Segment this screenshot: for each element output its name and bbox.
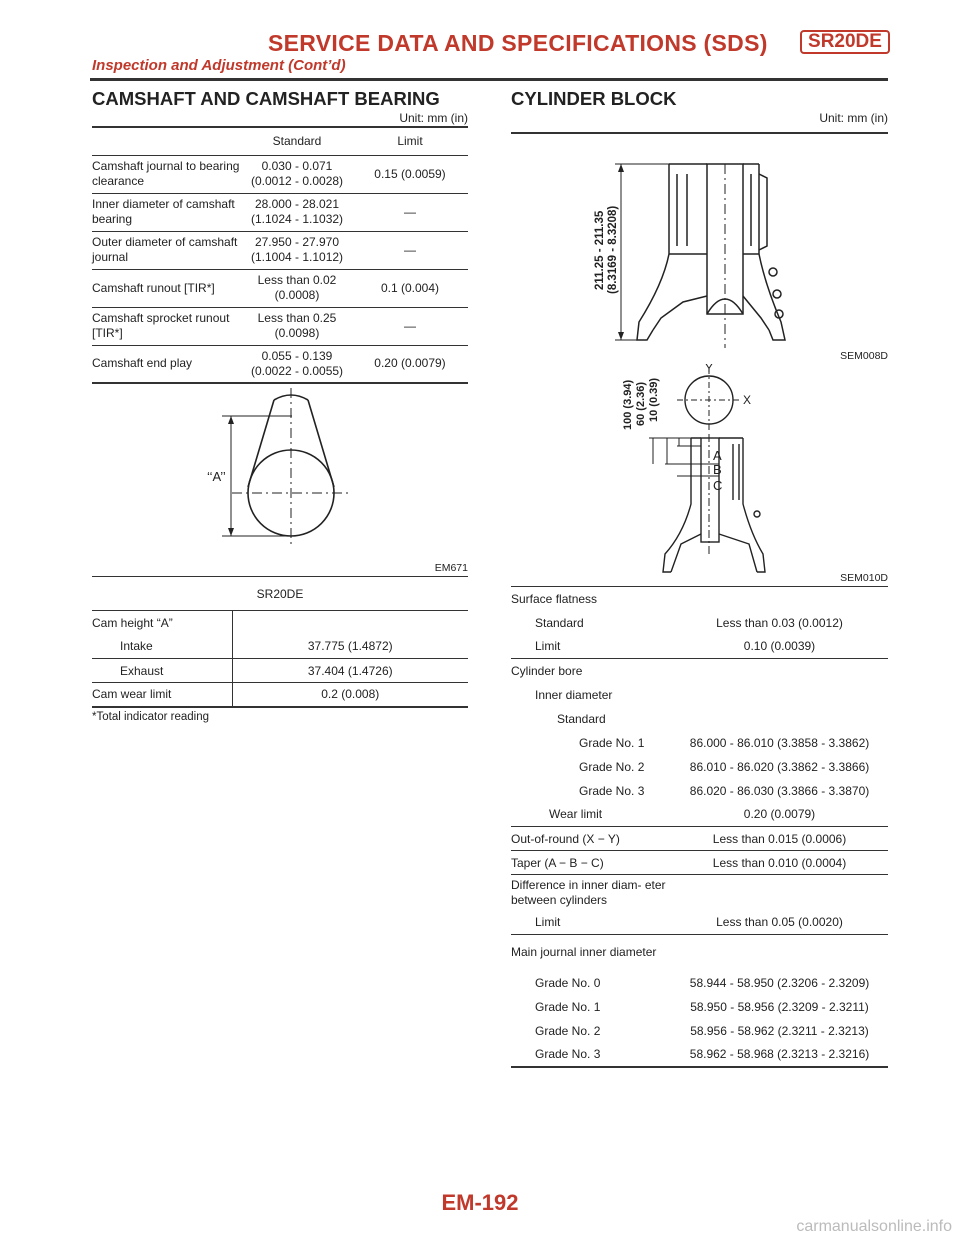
row-limit: 0.15 (0.0059) xyxy=(352,155,468,193)
camshaft-section-title: CAMSHAFT AND CAMSHAFT BEARING xyxy=(92,88,440,109)
row-standard: 0.030 - 0.071 (0.0012 - 0.0028) xyxy=(242,155,352,193)
axis-y-label: Y xyxy=(705,364,714,375)
diff-limit-label: Limit xyxy=(511,911,671,935)
row-limit: — xyxy=(352,307,468,345)
page-number: EM-192 xyxy=(441,1190,519,1215)
row-limit: 0.1 (0.004) xyxy=(352,269,468,307)
cylinder-block-side-diagram xyxy=(511,134,888,364)
journal-grade-label: Grade No. 1 xyxy=(535,999,601,1014)
cylinder-block-section xyxy=(511,82,888,1068)
block-height-dim-in: (8.3169 - 8.3208) xyxy=(607,205,619,294)
table-row xyxy=(511,683,888,707)
cam-table-header xyxy=(92,577,468,611)
cylinder-section-title: CYLINDER BLOCK xyxy=(511,88,677,109)
journal-grade-value: 58.962 - 58.968 (2.3213 - 2.3216) xyxy=(671,1043,888,1067)
grade-label: Grade No. 2 xyxy=(579,759,645,774)
table-row xyxy=(511,755,888,779)
table-row xyxy=(511,851,888,875)
bore-measurement-diagram xyxy=(511,364,888,586)
table-row xyxy=(511,587,888,611)
block-height-dim: 211.25 - 211.35 xyxy=(594,210,606,290)
col-limit-header: Limit xyxy=(352,127,468,155)
camshaft-section xyxy=(92,82,468,723)
wear-limit-label: Wear limit xyxy=(511,803,671,827)
inner-diameter-label: Inner diameter xyxy=(535,687,613,702)
table-row xyxy=(511,971,888,995)
exhaust-value: 37.404 (1.4726) xyxy=(232,659,468,683)
main-journal-label: Main journal inner diameter xyxy=(511,945,657,960)
journal-grade-label: Grade No. 2 xyxy=(535,1023,601,1038)
surface-flatness-label: Surface flatness xyxy=(511,587,888,611)
difference-label: Difference in inner diam- eter between cylinders xyxy=(511,877,666,907)
wear-limit-value: 0.20 (0.0079) xyxy=(671,803,888,827)
sf-limit-value: 0.10 (0.0039) xyxy=(671,635,888,659)
grade-value: 86.000 - 86.010 (3.3858 - 3.3862) xyxy=(689,735,870,750)
table-row xyxy=(511,911,888,935)
journal-grade-label: Grade No. 3 xyxy=(511,1043,671,1067)
table-row xyxy=(92,683,468,707)
sf-limit-label: Limit xyxy=(511,635,671,659)
measure-depth-10: 10 (0.39) xyxy=(648,377,660,422)
table-row xyxy=(92,635,468,659)
grade-label: Grade No. 3 xyxy=(579,783,645,798)
point-a-label: A xyxy=(713,448,722,463)
row-item: Camshaft journal to bearing clearance xyxy=(92,155,242,193)
table-row xyxy=(511,1043,888,1067)
row-standard: 28.000 - 28.021 (1.1024 - 1.1032) xyxy=(242,193,352,231)
table-row xyxy=(92,193,468,231)
table-row xyxy=(92,307,468,345)
table-row xyxy=(511,875,888,911)
col-standard-header: Standard xyxy=(242,127,352,155)
cam-model-header: SR20DE xyxy=(92,577,468,611)
row-item: Camshaft end play xyxy=(92,345,242,383)
cam-height-table xyxy=(92,576,468,708)
grade-label: Grade No. 1 xyxy=(579,735,645,750)
taper-label: Taper (A − B − C) xyxy=(511,851,671,875)
cylinder-unit: Unit: mm (in) xyxy=(819,111,888,125)
table-row xyxy=(511,995,888,1019)
header-rule xyxy=(90,78,888,81)
table-row xyxy=(511,803,888,827)
diff-limit-value: Less than 0.05 (0.0020) xyxy=(671,911,888,935)
figure-code-sem010d: SEM010D xyxy=(840,572,888,584)
cam-wear-value: 0.2 (0.008) xyxy=(232,683,468,707)
table-row xyxy=(511,707,888,731)
figure-code-sem008d: SEM008D xyxy=(840,350,888,362)
page-header-title: SERVICE DATA AND SPECIFICATIONS (SDS) xyxy=(268,30,768,56)
row-standard: Less than 0.02 (0.0008) xyxy=(242,269,352,307)
tir-footnote: *Total indicator reading xyxy=(92,710,209,723)
point-b-label: B xyxy=(713,462,722,477)
row-item: Camshaft runout [TIR*] xyxy=(92,269,242,307)
table-row xyxy=(92,659,468,683)
out-of-round-label: Out-of-round (X − Y) xyxy=(511,827,671,851)
page-subtitle: Inspection and Adjustment (Cont’d) xyxy=(92,57,346,74)
table-row xyxy=(511,659,888,683)
watermark: carmanualsonline.info xyxy=(796,1218,952,1235)
journal-grade-value: 58.956 - 58.962 (2.3211 - 2.3213) xyxy=(690,1023,869,1038)
row-limit: 0.20 (0.0079) xyxy=(352,345,468,383)
table-row xyxy=(511,935,888,971)
figure-code-em671: EM671 xyxy=(434,562,468,574)
axis-x-label: X xyxy=(743,393,752,407)
table-row xyxy=(511,1019,888,1043)
row-item: Outer diameter of camshaft journal xyxy=(92,231,242,269)
row-standard: 27.950 - 27.970 (1.1004 - 1.1012) xyxy=(242,231,352,269)
journal-grade-value: 58.944 - 58.950 (2.3206 - 2.3209) xyxy=(689,975,870,990)
cam-lobe-diagram xyxy=(92,384,468,576)
table-row xyxy=(92,611,468,635)
cam-lobe-figure xyxy=(92,384,468,576)
cam-height-label: ‘‘A’’ xyxy=(207,469,226,484)
model-badge: SR20DE xyxy=(800,30,890,54)
out-of-round-value: Less than 0.015 (0.0006) xyxy=(671,827,888,851)
table-row xyxy=(92,345,468,383)
cylinder-height-figure xyxy=(511,134,888,364)
camshaft-unit: Unit: mm (in) xyxy=(399,111,468,125)
exhaust-label: Exhaust xyxy=(92,659,232,683)
measure-depth-60: 60 (2.36) xyxy=(635,381,647,426)
row-standard: Less than 0.25 (0.0098) xyxy=(242,307,352,345)
table-row xyxy=(92,231,468,269)
intake-label: Intake xyxy=(92,635,232,659)
table-row xyxy=(92,155,468,193)
row-item: Camshaft sprocket runout [TIR*] xyxy=(92,307,242,345)
row-item: Inner diameter of camshaft bearing xyxy=(92,193,242,231)
cylinder-block-table xyxy=(511,586,888,1068)
cam-wear-label: Cam wear limit xyxy=(92,683,232,707)
sf-standard-value: Less than 0.03 (0.0012) xyxy=(716,615,843,630)
journal-grade-value: 58.950 - 58.956 (2.3209 - 2.3211) xyxy=(690,999,869,1014)
table-row xyxy=(511,731,888,755)
journal-grade-label: Grade No. 0 xyxy=(535,975,601,990)
table-row xyxy=(511,779,888,803)
grade-value: 86.020 - 86.030 (3.3866 - 3.3870) xyxy=(689,783,870,798)
cam-height-row-label: Cam height “A” xyxy=(92,611,232,635)
table-row xyxy=(511,635,888,659)
camshaft-spec-table xyxy=(92,126,468,384)
measure-depth-100: 100 (3.94) xyxy=(622,379,634,430)
table-row xyxy=(511,827,888,851)
row-standard: 0.055 - 0.139 (0.0022 - 0.0055) xyxy=(242,345,352,383)
sf-standard-label: Standard xyxy=(535,615,584,630)
table-row xyxy=(511,611,888,635)
table-row xyxy=(92,269,468,307)
taper-value: Less than 0.010 (0.0004) xyxy=(671,851,888,875)
row-limit: — xyxy=(352,231,468,269)
bore-measurement-figure xyxy=(511,364,888,586)
table-header-row xyxy=(92,127,468,155)
grade-value: 86.010 - 86.020 (3.3862 - 3.3866) xyxy=(689,759,870,774)
bore-standard-label: Standard xyxy=(557,711,606,726)
intake-value: 37.775 (1.4872) xyxy=(232,635,468,659)
row-limit: — xyxy=(352,193,468,231)
cylinder-bore-label: Cylinder bore xyxy=(511,663,583,678)
point-c-label: C xyxy=(713,478,723,493)
